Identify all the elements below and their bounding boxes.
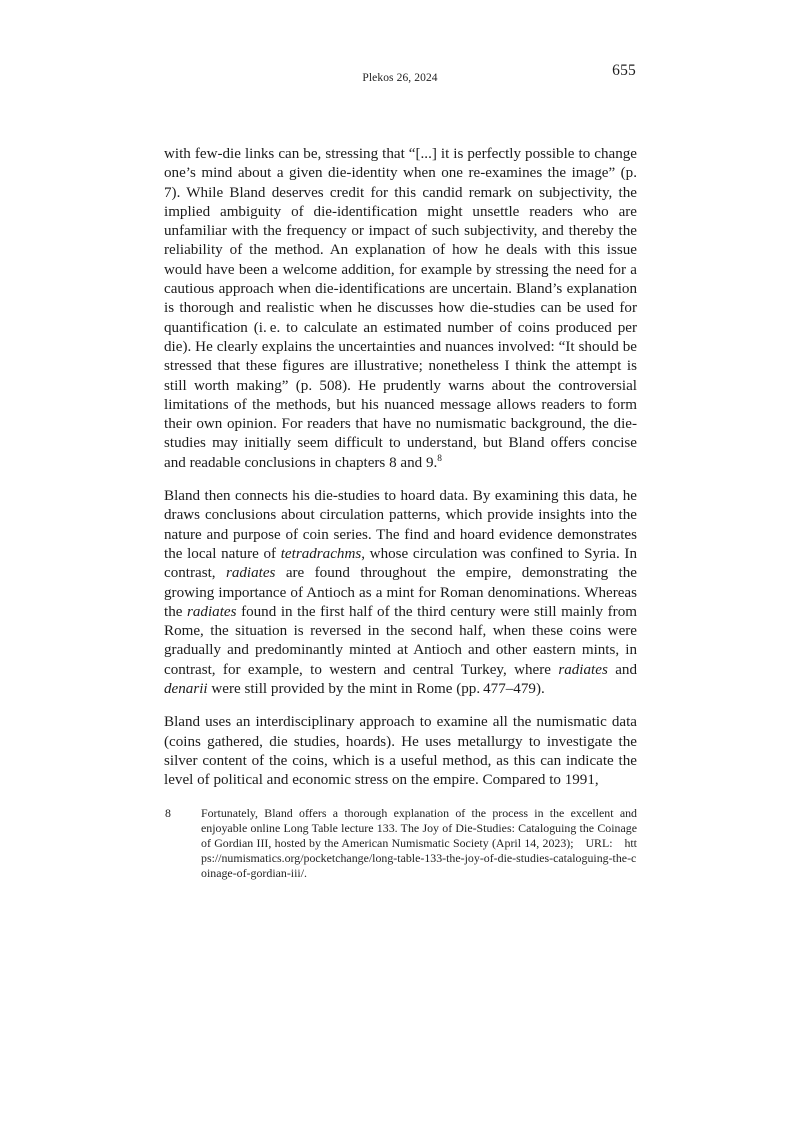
text-run: and bbox=[607, 661, 637, 678]
paragraph-3: Bland uses an interdisciplinary approach to examine all the numismatic data (coins gathered, die studies, hoards). He uses metallurgy to investigate the silver content of the coins, which is a useful method, as this can indicate the level of political and economic stress on the empire. Compared to 1991, bbox=[164, 714, 637, 789]
text-run: Bland then connects his die-studies to hoard data. By examining this data, he draws conclusions about circulation patterns, which provide insights into the nature and purpose of coin series. The find and hoard evidence demonstrates the local nature of bbox=[164, 488, 637, 562]
footnote-body bbox=[201, 806, 637, 881]
paragraph-2 bbox=[164, 487, 637, 699]
footnote-text: Fortunately, Bland offers a thorough explanation of the process in the excellent and enjoyable online Long Table lecture 133. The Joy of Die-Studies: Cataloguing the Coinage of Gordian III, hosted by the American Numismatic Society (April 14, 2023); URL: bbox=[201, 806, 637, 851]
paragraph-2-segments bbox=[164, 488, 637, 697]
text-run: were still provided by the mint in Rome (pp. 477–479). bbox=[207, 681, 545, 698]
text-run: are found throughout the empire, demonstrating the growing importance of Antioch as a mint for Roman denominations. Whereas the bbox=[164, 565, 637, 620]
footnote-url-suffix: . bbox=[304, 866, 307, 881]
text-run: , whose circulation was confined to Syria. In contrast, bbox=[164, 545, 637, 582]
footnote-area bbox=[164, 806, 637, 881]
footnote-url[interactable]: https://numismatics.org/pocketchange/long-table-133-the-joy-of-die-studies-cataloguing-the-coinage-of-gordian-iii/ bbox=[201, 836, 637, 881]
header-journal-title: Plekos 26, 2024 bbox=[362, 72, 438, 84]
page-number: 655 bbox=[612, 62, 636, 79]
running-header bbox=[164, 62, 636, 90]
footnote-reference-8[interactable]: 8 bbox=[437, 453, 442, 464]
italic-term: radiates bbox=[225, 565, 276, 582]
text-run: found in the first half of the third century were still mainly from Rome, the situation is reversed in the second half, when these coins were gradually and predominantly minted at Antioch and other eastern mints, in contrast, for example, to western and central Turkey, where bbox=[164, 603, 637, 678]
italic-term: radiates bbox=[187, 603, 237, 620]
body-text-block bbox=[164, 145, 637, 791]
footnote-8 bbox=[164, 806, 637, 881]
paragraph-1-text: with few-die links can be, stressing that “[...] it is perfectly possible to change one’s mind about a given die-identity when one re-examines the image” (p. 7). While Bland deserves credit for this candid remark on subjectivity, the implied ambiguity of die-identification might unsettle readers who are unfamiliar with the frequency or impact of such subjectivity, and thereby the reliability of the method. An explanation of how he deals with this issue would have been a welcome addition, for example by stressing the need for a cautious approach when die-identifications are uncertain. Bland’s explanation is thorough and realistic when he discusses how die-studies can be used for quantification (i. e. to calculate an estimated number of coins produced per die). He clearly explains the uncertainties and nuances involved: “It should be stressed that these figures are illustrative; nonetheless I think the attempt is still worth making” (p. 508). He prudently warns about the controversial limitations of the methods, but his nuanced message allows readers to form their own opinion. For readers that have no numismatic background, the die-studies may initially seem difficult to understand, but Bland offers concise and readable conclusions in chapters 8 and 9. bbox=[164, 146, 637, 471]
footnote-number: 8 bbox=[165, 806, 171, 820]
paragraph-1 bbox=[164, 145, 637, 473]
italic-term: radiates bbox=[558, 661, 608, 678]
italic-term: denarii bbox=[164, 681, 208, 698]
italic-term: tetradrachms bbox=[280, 545, 362, 562]
